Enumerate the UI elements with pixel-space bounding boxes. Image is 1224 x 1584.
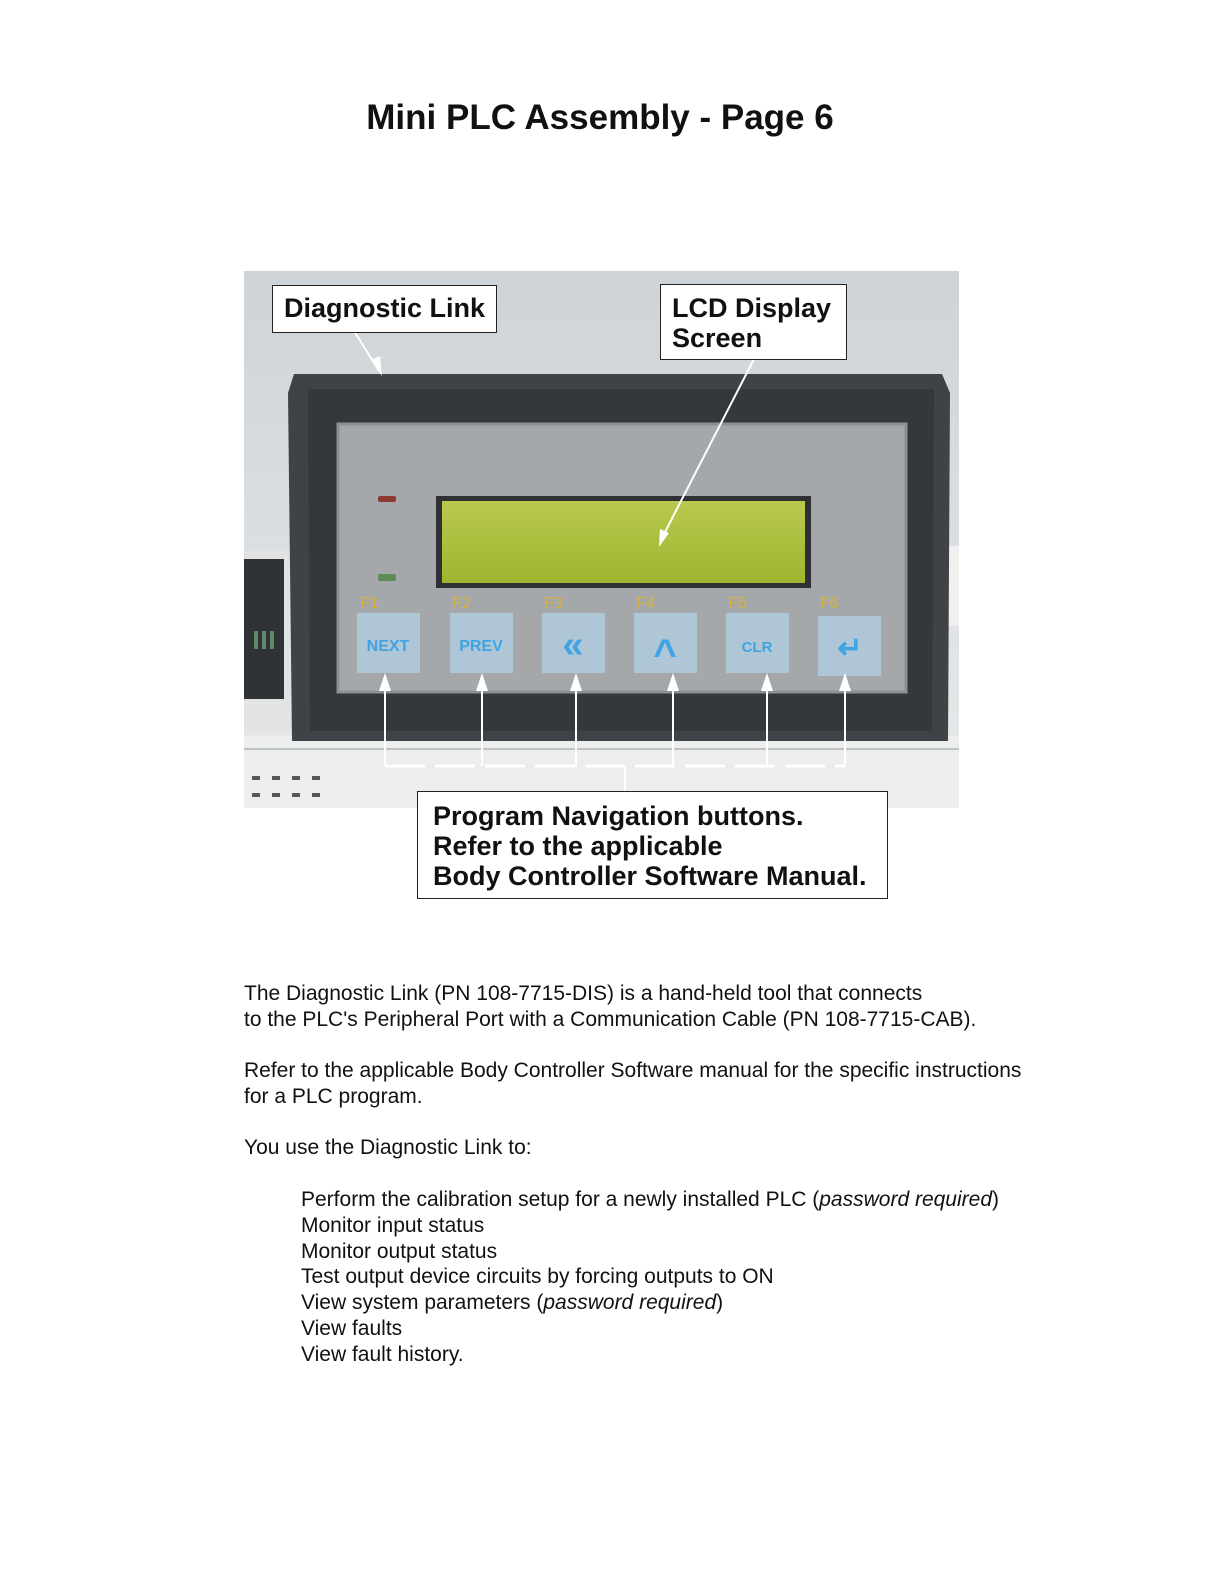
fkey-label-f4: F4 [636,595,655,612]
paragraph-refer-line-2: for a PLC program. [244,1085,423,1108]
list-item: View faults [301,1316,403,1340]
callout-nav-line-3: Body Controller Software Manual. [433,861,867,891]
key-up-label: ^ [653,632,677,676]
list-item: View system parameters (password required) [301,1291,724,1315]
led-green [378,574,396,581]
callout-lcd-line-2: Screen [672,323,763,353]
paragraph-refer-line-1: Refer to the applicable Body Controller Software manual for the specific instructions [244,1059,1022,1082]
list-item: View fault history. [301,1342,464,1366]
key-enter-label: ↵ [837,632,863,665]
body-text [244,981,1194,1368]
key-prev-label: PREV [459,638,503,655]
fkey-label-f5: F5 [728,595,747,612]
list-item: Monitor output status [301,1239,498,1263]
callout-diagnostic-link [272,285,497,333]
lcd-screen [442,501,805,583]
list-item: Monitor input status [301,1213,485,1237]
callout-lcd-display [660,284,847,360]
uses-list [244,1187,1194,1368]
paragraph-pn-line-2: to the PLC's Peripheral Port with a Communication Cable (PN 108-7715-CAB). [244,1008,977,1031]
page-title: Mini PLC Assembly - Page 6 [366,98,834,137]
paragraph-pn [244,981,1194,1033]
plc-photo [244,271,959,808]
callout-nav-line-1: Program Navigation buttons. [433,801,804,831]
key-back-label: « [562,624,584,666]
fkey-label-f3: F3 [544,595,563,612]
list-item: Perform the calibration setup for a newly installed PLC (password required) [301,1188,1000,1211]
fkey-label-f6: F6 [820,595,839,612]
paragraph-pn-line-1: The Diagnostic Link (PN 108-7715-DIS) is a hand-held tool that connects [244,982,923,1005]
paragraph-refer [244,1058,1194,1110]
paragraph-uses-intro: You use the Diagnostic Link to: [244,1136,532,1159]
plc-illustration [244,271,959,808]
callout-diagnostic-link-text: Diagnostic Link [284,293,486,323]
list-item: Test output device circuits by forcing outputs to ON [301,1265,774,1289]
key-next-label: NEXT [366,638,410,655]
key-clr-label: CLR [741,639,773,656]
callout-navigation-buttons [417,791,888,899]
fkey-label-f1: F1 [360,595,379,612]
callout-nav-line-2: Refer to the applicable [433,831,723,861]
fkey-label-f2: F2 [452,595,471,612]
led-red [378,496,396,502]
callout-lcd-line-1: LCD Display [672,293,832,323]
